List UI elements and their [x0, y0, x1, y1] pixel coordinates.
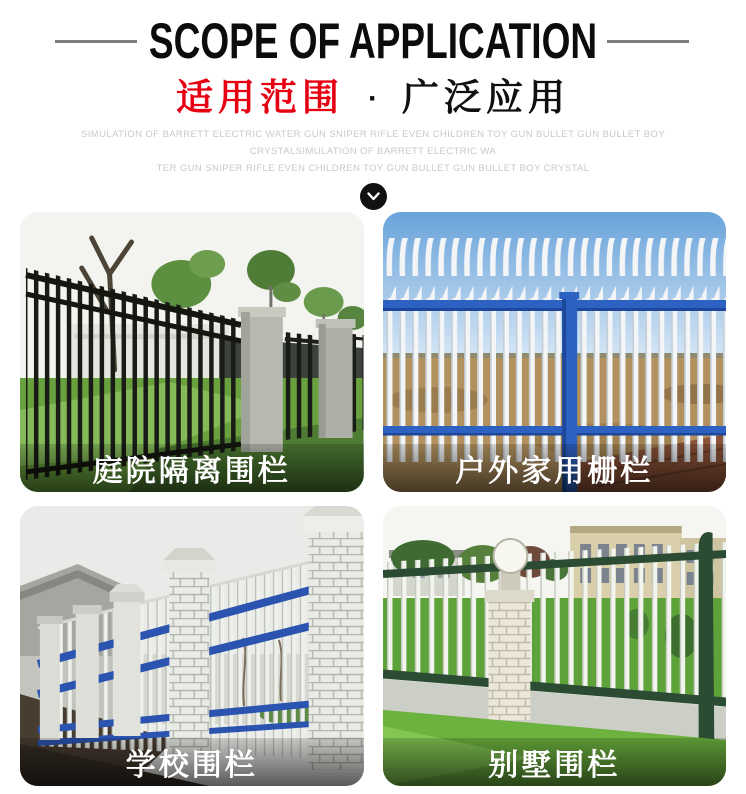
title-right-dash: [607, 40, 689, 43]
caption-text: 学校围栏: [125, 749, 258, 782]
tagline-line-2: TER GUN SNIPER RIFLE EVEN CHILDREN TOY GUN BULLET GUN BULLET BOY CRYSTAL: [156, 162, 590, 174]
subtitle-cn: [0, 78, 746, 119]
photo-caption: [383, 444, 727, 492]
subtitle-black-text: 广泛应用: [402, 77, 570, 118]
gallery-card-courtyard: [20, 212, 364, 492]
scroll-down-indicator: [360, 183, 387, 210]
section-header: [0, 0, 746, 212]
caption-text: 别墅围栏: [488, 749, 621, 782]
tagline: [49, 126, 697, 177]
caption-text: 户外家用栅栏: [455, 455, 654, 488]
subtitle-red-text: 适用范围: [176, 77, 344, 118]
application-gallery: [0, 212, 746, 786]
subtitle-dot-separator: ·: [368, 81, 378, 115]
photo-caption: [20, 738, 364, 786]
chevron-down-icon: [367, 192, 380, 201]
photo-caption: [383, 738, 727, 786]
title-row: [0, 0, 746, 69]
gallery-card-outdoor: [383, 212, 727, 492]
gallery-card-villa: [383, 506, 727, 786]
caption-text: 庭院隔离围栏: [92, 455, 291, 488]
tagline-line-1: SIMULATION OF BARRETT ELECTRIC WATER GUN SNIPER RIFLE EVEN CHILDREN TOY GUN BULLET GUN BULLET BOY CRYSTALSIMULATION OF BARRETT ELECTRIC WA: [81, 128, 665, 157]
page-title: SCOPE OF APPLICATION: [148, 13, 598, 69]
photo-caption: [20, 444, 364, 492]
gallery-card-school: [20, 506, 364, 786]
